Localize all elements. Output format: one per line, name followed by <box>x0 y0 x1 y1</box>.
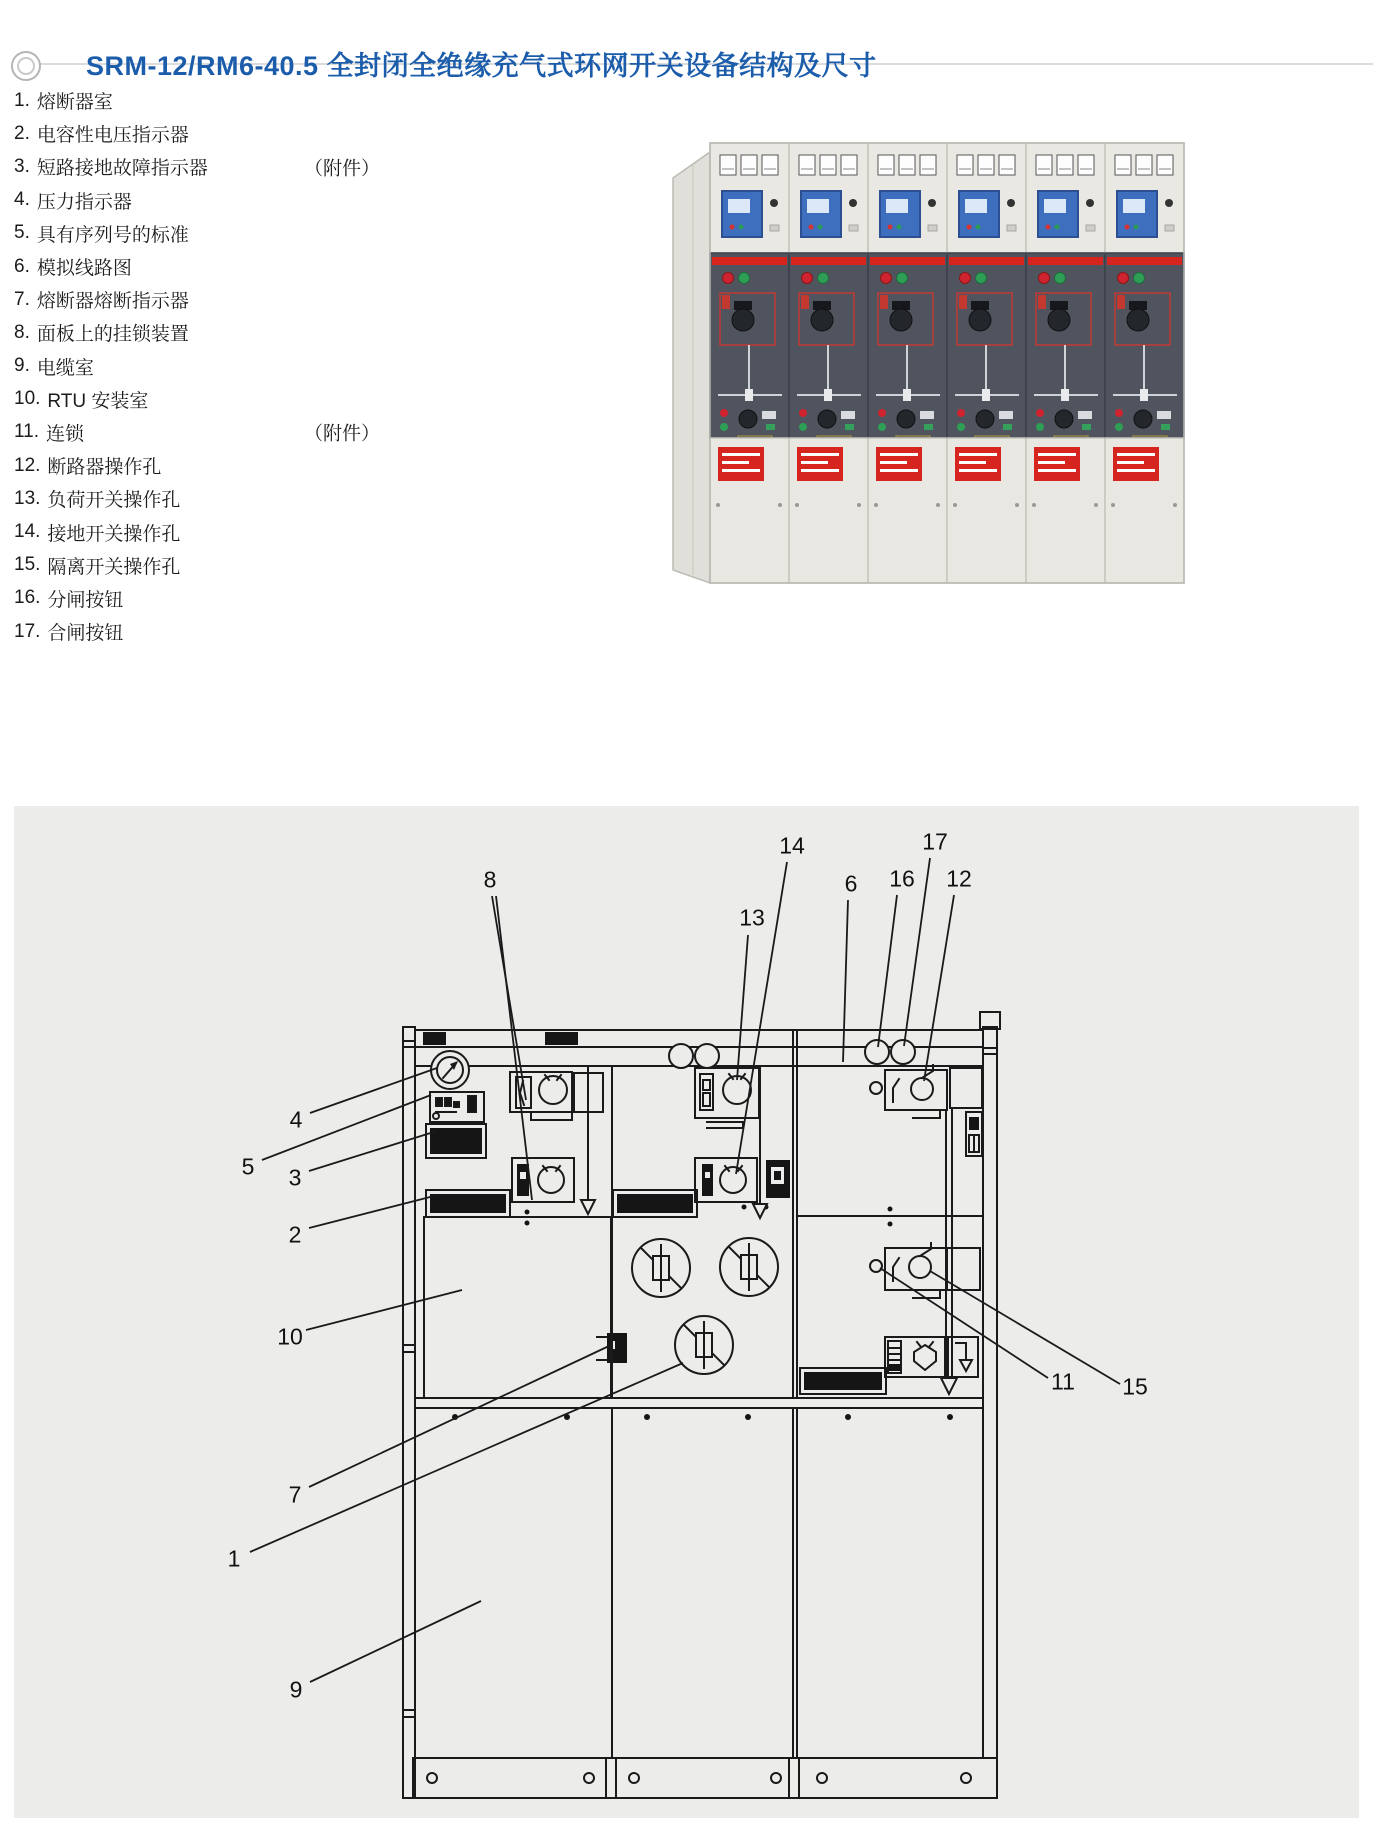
callout-label-4: 4 <box>289 1106 303 1133</box>
callout-label-12: 12 <box>946 865 972 892</box>
diagram-drawing <box>14 806 1359 1818</box>
part-number: 10. <box>14 388 41 410</box>
part-label: 连锁 <box>46 423 85 445</box>
callout-label-7: 7 <box>288 1481 302 1508</box>
part-label: 隔离开关操作孔 <box>47 556 181 578</box>
part-note: （附件） <box>304 158 381 180</box>
part-number: 8. <box>14 321 30 343</box>
part-label: 接地开关操作孔 <box>47 523 181 545</box>
part-number: 3. <box>14 155 30 177</box>
callout-label-10: 10 <box>277 1323 303 1350</box>
part-label: 分闸按钮 <box>47 589 124 611</box>
part-number: 9. <box>14 355 30 377</box>
callout-label-2: 2 <box>288 1221 302 1248</box>
part-number: 5. <box>14 222 30 244</box>
part-number: 13. <box>14 487 41 509</box>
open-button-symbol <box>865 1040 889 1064</box>
part-label: 电容性电压指示器 <box>36 125 189 147</box>
part-number: 11. <box>14 421 40 443</box>
part-number: 17. <box>14 620 41 642</box>
page-title: SRM-12/RM6-40.5 全封闭全绝缘充气式环网开关设备结构及尺寸 <box>86 51 877 82</box>
callout-label-14: 14 <box>779 832 805 859</box>
callout-label-11: 11 <box>1051 1368 1075 1395</box>
part-note: （附件） <box>304 423 381 445</box>
close-button-symbol <box>891 1040 915 1064</box>
callout-label-15: 15 <box>1122 1373 1148 1400</box>
part-label: 模拟线路图 <box>36 258 132 280</box>
part-number: 14. <box>14 521 41 543</box>
callout-label-1: 1 <box>227 1545 241 1572</box>
part-label: 具有序列号的标准 <box>36 224 189 246</box>
part-number: 7. <box>14 288 30 310</box>
part-label: 压力指示器 <box>36 191 132 213</box>
callout-label-5: 5 <box>241 1153 255 1180</box>
callout-label-3: 3 <box>288 1164 302 1191</box>
callout-label-6: 6 <box>844 870 858 897</box>
part-number: 4. <box>14 189 30 211</box>
callout-label-17: 17 <box>922 828 948 855</box>
part-number: 15. <box>14 554 41 576</box>
callout-label-8: 8 <box>483 866 497 893</box>
part-number: 16. <box>14 587 41 609</box>
callout-label-16: 16 <box>889 865 915 892</box>
part-number: 6. <box>14 255 30 277</box>
part-number: 12. <box>14 454 41 476</box>
part-label: 负荷开关操作孔 <box>47 490 181 512</box>
ring-ornament-icon <box>11 51 41 81</box>
part-label: 合闸按钮 <box>47 623 124 645</box>
part-number: 1. <box>14 89 30 111</box>
part-label: 短路接地故障指示器 <box>36 158 208 180</box>
part-label: 断路器操作孔 <box>47 457 162 479</box>
callout-label-9: 9 <box>289 1676 303 1703</box>
part-label: RTU 安装室 <box>47 390 149 412</box>
part-label: 熔断器室 <box>36 92 113 114</box>
part-label: 熔断器熔断指示器 <box>36 291 189 313</box>
callout-label-13: 13 <box>739 904 765 931</box>
part-label: 面板上的挂锁装置 <box>36 324 189 346</box>
part-label: 电缆室 <box>36 357 94 379</box>
part-number: 2. <box>14 122 30 144</box>
diagram-background <box>14 806 1359 1818</box>
